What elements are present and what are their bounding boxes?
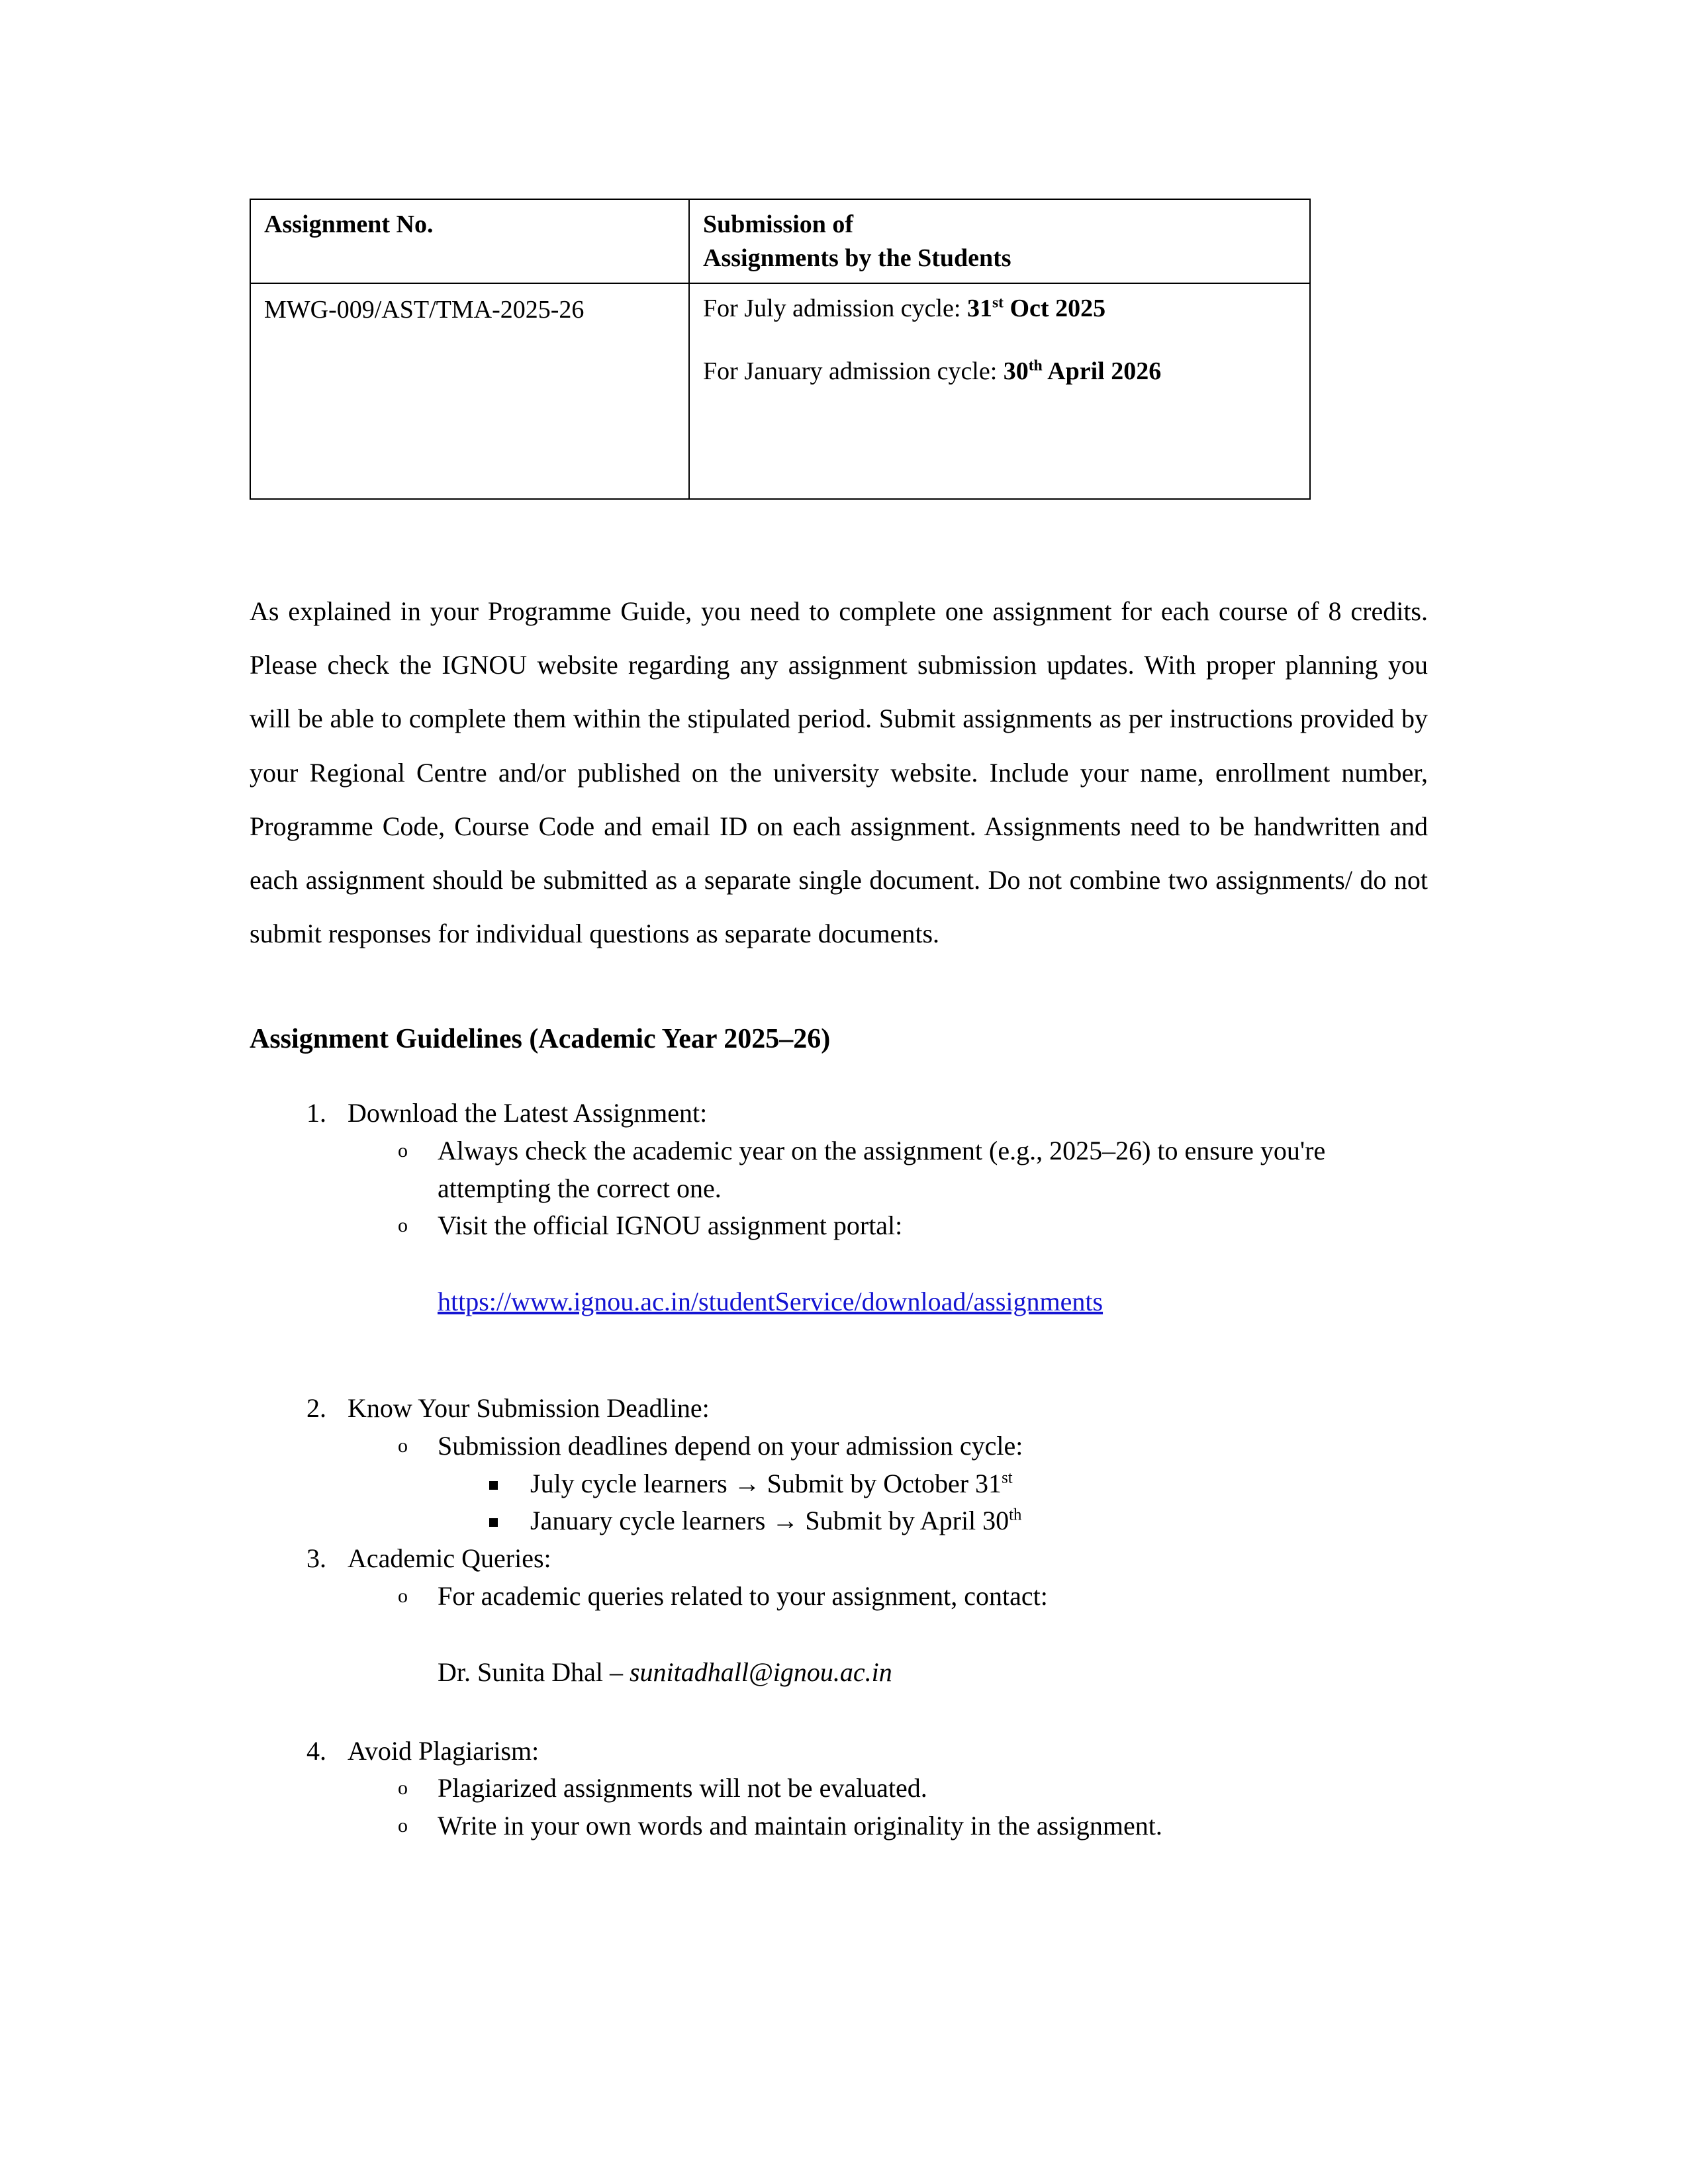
item3-sub1-text: For academic queries related to your assignment, contact: [438,1580,1048,1611]
item4-sub-list [348,1770,1428,1845]
july-cycle-deadline [703,292,1297,326]
header-submission-text [703,208,1297,275]
assignment-portal-link[interactable]: https://www.ignou.ac.in/studentService/download/assignments [438,1287,1103,1317]
guidelines-list [250,1095,1428,1845]
item3-title: Academic Queries: [348,1543,551,1574]
item2-title: Know Your Submission Deadline: [348,1392,710,1423]
july-cycle-bullet-ordinal: st [1002,1469,1013,1487]
item1-title: Download the Latest Assignment: [348,1097,708,1128]
july-day: 31 [966,295,992,323]
list-item [394,1207,1428,1321]
guidelines-heading: Assignment Guidelines (Academic Year 2025–26) [250,1024,831,1055]
list-item [394,1770,1428,1807]
item4-title: Avoid Plagiarism: [348,1735,539,1766]
list-item [485,1502,1428,1540]
item3-sub-list [348,1578,1428,1692]
january-cycle-bullet-text: January cycle learners → Submit by April 30 [530,1506,1009,1536]
spacer [348,1692,1428,1733]
contact-name: Dr. Sunita Dhal – [438,1657,630,1687]
january-cycle-prefix: For January admission cycle: [703,357,1004,385]
header-submission-line2: Assignments by the Students [703,244,1011,272]
january-cycle-date [1004,357,1161,385]
assignment-deadline-table [250,199,1311,500]
item2-sub-list [348,1428,1428,1540]
contact-email: sunitadhall@ignou.ac.in [629,1657,892,1687]
intro-paragraph: As explained in your Programme Guide, you need to complete one assignment for each course of 8 credits. Please check the IGNOU website regarding any assignment submission updates. With proper planning you will be able to complete them within the stipulated period. Submit assignments as per instructions provided by your Regional Centre and/or published on the university website. Include your name, enrollment number, Programme Code, Course Code and email ID on each assignment. Assignments need to be handwritten and each assignment should be submitted as a separate single document. Do not combine two assignments/ do not submit responses for individual questions as separate documents. [250,596,1428,949]
item2-cycle-bullets [438,1465,1428,1541]
list-item-download-assignment [306,1095,1428,1390]
july-cycle-date [967,295,1105,322]
july-ordinal: st [992,294,1004,312]
january-day: 30 [1003,357,1029,385]
january-cycle-deadline [703,355,1297,388]
table-header-assignment-no [250,199,689,283]
item1-sub1-text: Always check the academic year on the assignment (e.g., 2025–26) to ensure you're attempting the correct one. [438,1135,1326,1203]
january-rest: April 2026 [1042,357,1162,385]
table-header-submission [689,199,1310,283]
list-item [485,1465,1428,1503]
assignment-number-value: MWG-009/AST/TMA-2025-26 [264,296,585,324]
item4-sub2-text: Write in your own words and maintain originality in the assignment. [438,1811,1162,1841]
spacer [348,1321,1428,1390]
july-cycle-bullet-text: July cycle learners → Submit by October 31 [530,1468,1002,1498]
item1-sub-list [348,1132,1428,1321]
cell-assignment-number [250,283,689,499]
january-ordinal: th [1028,356,1043,374]
cell-submission-dates [689,283,1310,499]
item4-sub1-text: Plagiarized assignments will not be evaluated. [438,1773,927,1803]
item2-sub1-text: Submission deadlines depend on your admission cycle: [438,1430,1023,1461]
july-cycle-prefix: For July admission cycle: [703,295,967,323]
list-item [394,1428,1428,1540]
list-item-submission-deadline [306,1390,1428,1540]
list-item-academic-queries [306,1540,1428,1732]
contact-line [438,1654,1428,1692]
july-rest: Oct 2025 [1003,295,1106,323]
list-item [394,1578,1428,1692]
header-assignment-no-label: Assignment No. [264,210,434,238]
item1-sub2-text: Visit the official IGNOU assignment portal: [438,1210,903,1241]
january-cycle-bullet-ordinal: th [1009,1506,1022,1525]
table-header-row [250,199,1310,283]
list-item-avoid-plagiarism [306,1733,1428,1845]
header-submission-line1: Submission of [703,210,854,238]
list-item [394,1807,1428,1845]
list-item [394,1132,1428,1208]
table-row [250,283,1310,499]
page-content [250,199,1428,1845]
